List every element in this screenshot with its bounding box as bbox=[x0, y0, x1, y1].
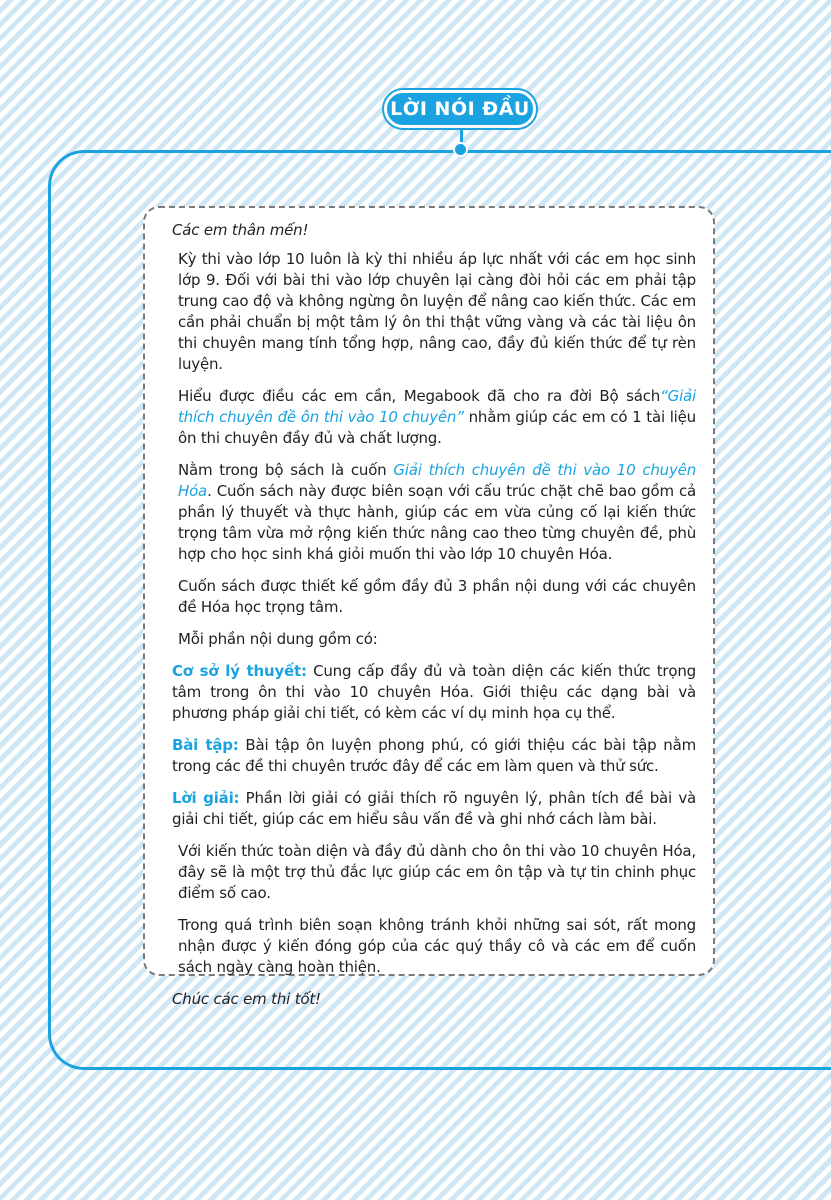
greeting: Các em thân mến! bbox=[172, 221, 309, 239]
section-text: Bài tập ôn luyện phong phú, có giới thiệu các bài tập nằm trong các đề thi chuyên trước đây để các em làm quen và thử sức. bbox=[172, 736, 696, 775]
section-label-solutions: Lời giải: bbox=[172, 789, 240, 807]
section-item-exercises bbox=[172, 735, 696, 777]
paragraph-book-series bbox=[172, 386, 696, 449]
paragraph-text: . Cuốn sách này được biên soạn với cấu trúc chặt chẽ bao gồm cả phần lý thuyết và thực hành, giúp các em vừa củng cố lại kiến thức trọng tâm vừa mở rộng kiến thức nâng cao theo từng chuyên đề, phù hợp cho học sinh khá giỏi muốn thi vào lớp 10 chuyên Hóa. bbox=[178, 482, 696, 563]
paragraph-text: Hiểu được điều các em cần, Megabook đã cho ra đời Bộ sách bbox=[178, 387, 661, 405]
paragraph-feedback: Trong quá trình biên soạn không tránh khỏi những sai sót, rất mong nhận được ý kiến đóng góp của các quý thầy cô và các em để cuốn sách ngày càng hoàn thiện. bbox=[178, 916, 696, 976]
book-title: Giải thích chuyên đề thi vào 10 chuyên Hóa bbox=[178, 461, 696, 500]
section-label-exercises: Bài tập: bbox=[172, 736, 239, 754]
section-text: Phần lời giải có giải thích rõ nguyên lý, phân tích đề bài và giải chi tiết, giúp các em hiểu sâu vấn đề và ghi nhớ cách làm bài. bbox=[172, 789, 696, 828]
paragraph-book-description bbox=[172, 460, 696, 565]
paragraph-intro: Kỳ thi vào lớp 10 luôn là kỳ thi nhiều áp lực nhất với các em học sinh lớp 9. Đối với bài thi vào lớp chuyên lại càng đòi hỏi các em phải tập trung cao độ và không ngừng ôn luyện để nâng cao kiến thức. Các em cần phải chuẩn bị một tâm lý ôn thi thật vững vàng và các tài liệu ôn thi chuyên mang tính tổng hợp, nâng cao, đầy đủ kiến thức để tự rèn luyện. bbox=[178, 250, 696, 373]
paragraph-structure: Cuốn sách được thiết kế gồm đầy đủ 3 phần nội dung với các chuyên đề Hóa học trọng tâm. bbox=[178, 577, 696, 616]
paragraph-benefit: Với kiến thức toàn diện và đầy đủ dành cho ôn thi vào 10 chuyên Hóa, đây sẽ là một trợ thủ đắc lực giúp các em ôn tập và tự tin chinh phục điểm số cao. bbox=[178, 842, 696, 902]
paragraph-text: nhằm giúp các em có 1 tài liệu ôn thi chuyên đầy đủ và chất lượng. bbox=[178, 408, 696, 447]
section-item-theory bbox=[172, 661, 696, 724]
preface-text bbox=[172, 220, 696, 1021]
title-connector-dot bbox=[453, 142, 468, 157]
paragraph-sections-intro: Mỗi phần nội dung gồm có: bbox=[178, 630, 378, 648]
section-item-solutions bbox=[172, 788, 696, 830]
paragraph-text: Nằm trong bộ sách là cuốn bbox=[178, 461, 394, 479]
closing: Chúc các em thi tốt! bbox=[172, 990, 321, 1008]
section-text: Cung cấp đầy đủ và toàn diện các kiến thức trọng tâm trong ôn thi vào 10 chuyên Hóa. Giới thiệu các dạng bài và phương pháp giải chi tiết, có kèm các ví dụ minh họa cụ thể. bbox=[172, 662, 696, 722]
title-banner bbox=[384, 90, 536, 130]
section-label-theory: Cơ sở lý thuyết: bbox=[172, 662, 307, 680]
series-title: “Giải thích chuyên đề ôn thi vào 10 chuyên” bbox=[178, 387, 696, 426]
page-title: LỜI NÓI ĐẦU bbox=[384, 90, 536, 128]
